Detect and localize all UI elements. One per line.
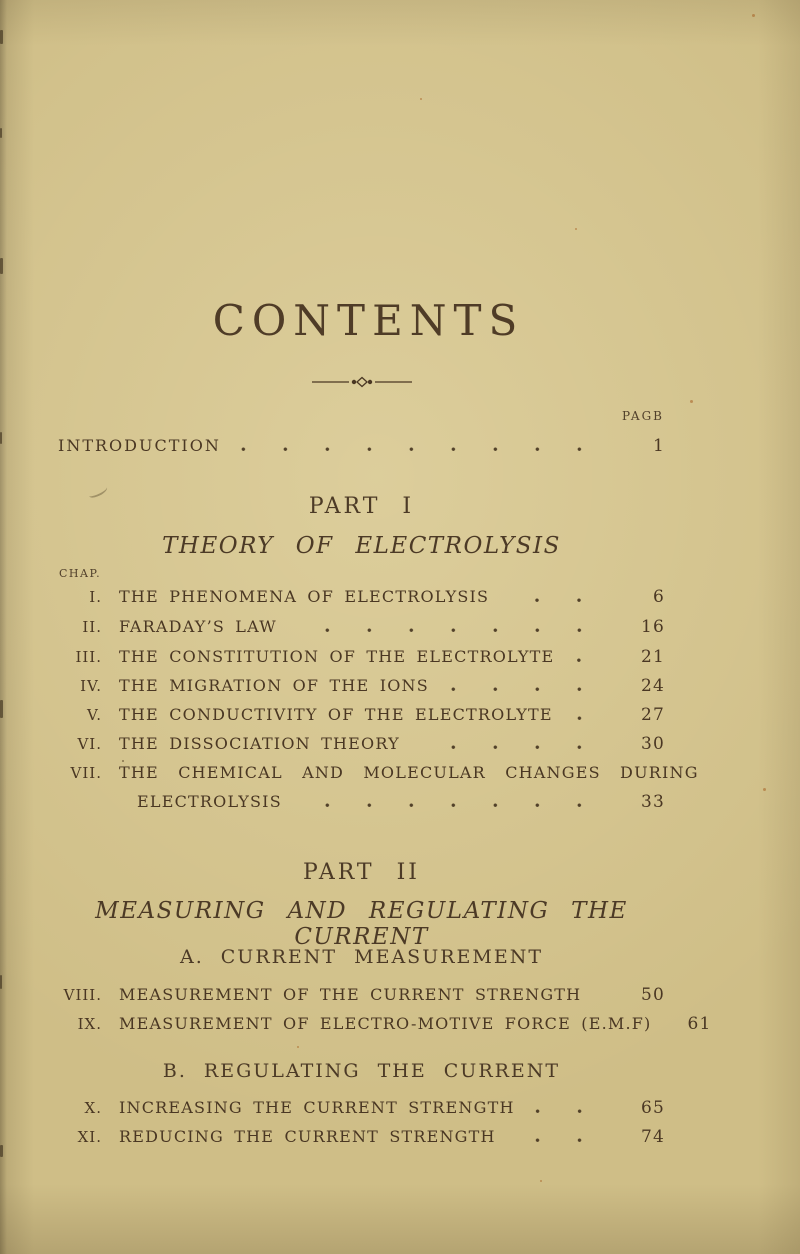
- edge-mark: [0, 1145, 3, 1157]
- toc-entry: [58, 1127, 665, 1147]
- entry-title: INCREASING THE CURRENT STRENGTH: [119, 1098, 515, 1117]
- entry-title: THE CONDUCTIVITY OF THE ELECTROLYTE: [119, 705, 553, 724]
- dot-leader: [529, 1109, 619, 1114]
- toc-entry: [58, 1098, 665, 1118]
- chapter-numeral: VI.: [77, 735, 102, 753]
- entry-title: THE CHEMICAL AND MOLECULAR CHANGES DURING: [119, 763, 699, 782]
- chapter-numeral: VIII.: [63, 986, 102, 1004]
- dot-leader: [235, 447, 619, 452]
- entry-title: THE PHENOMENA OF ELECTROLYSIS: [119, 587, 490, 606]
- toc-entry: [58, 617, 665, 637]
- dot-leader: [443, 687, 619, 692]
- page-number: 30: [640, 734, 665, 754]
- speck: [763, 788, 766, 791]
- part-1-heading: PART I: [308, 494, 415, 519]
- contents-page: [58, 0, 712, 1254]
- entry-title: MEASUREMENT OF ELECTRO-MOTIVE FORCE (E.M.F): [119, 1014, 652, 1033]
- toc-entry-introduction: [58, 436, 665, 456]
- chapter-numeral: I.: [89, 588, 102, 606]
- part-1-subtitle: THEORY OF ELECTROLYSIS: [162, 533, 561, 559]
- page-number: 65: [640, 1098, 665, 1118]
- speck: [752, 14, 755, 17]
- section-b-heading: B. REGULATING THE CURRENT: [162, 1060, 561, 1082]
- entry-title: THE CONSTITUTION OF THE ELECTROLYTE: [119, 647, 555, 666]
- entry-title: MEASUREMENT OF THE CURRENT STRENGTH: [119, 985, 582, 1004]
- dot-leader: [510, 1138, 619, 1143]
- chapter-numeral: IV.: [80, 677, 102, 695]
- page-number: 6: [652, 587, 665, 607]
- entry-title: REDUCING THE CURRENT STRENGTH: [119, 1127, 496, 1146]
- toc-entry-line2: [58, 792, 665, 812]
- page-number: 33: [640, 792, 665, 812]
- page-number: 27: [640, 705, 665, 725]
- page-column-header: PAGB: [621, 409, 664, 423]
- dot-leader: [414, 745, 619, 750]
- edge-mark: [0, 975, 2, 989]
- toc-entry-line1: [58, 763, 699, 782]
- part-2-subtitle: MEASURING AND REGULATING THE CURRENT: [95, 898, 628, 950]
- entry-title: FARADAY’S LAW: [119, 617, 277, 636]
- dot-leader: [291, 628, 619, 633]
- chapter-numeral: VII.: [70, 764, 102, 782]
- divider-ornament-icon: [312, 376, 412, 388]
- toc-entry: [58, 734, 665, 754]
- page-number: 61: [687, 1014, 712, 1034]
- divider-ornament: [58, 373, 665, 392]
- entry-title-continued: ELECTROLYSIS: [137, 792, 282, 811]
- page-number: 24: [640, 676, 665, 696]
- edge-mark: [0, 700, 3, 718]
- page-number: 1: [652, 436, 665, 456]
- speck: [690, 400, 693, 403]
- dot-leader: [503, 598, 619, 603]
- entry-title: THE MIGRATION OF THE IONS: [119, 676, 429, 695]
- edge-mark: [0, 30, 3, 44]
- chapter-numeral: IX.: [77, 1015, 102, 1033]
- dot-leader: [567, 716, 619, 721]
- part-2-heading: PART II: [303, 860, 420, 885]
- dot-leader: [595, 996, 619, 1001]
- page-number: 50: [640, 985, 665, 1005]
- entry-title: INTRODUCTION: [58, 436, 221, 455]
- entry-title: THE DISSOCIATION THEORY: [119, 734, 400, 753]
- section-a-heading: A. CURRENT MEASUREMENT: [179, 946, 544, 968]
- edge-mark: [0, 128, 2, 138]
- toc-entry: [58, 676, 665, 696]
- chapter-numeral: XI.: [77, 1128, 102, 1146]
- toc-entry: [58, 647, 665, 667]
- page-number: 21: [640, 647, 665, 667]
- chapter-numeral: II.: [82, 618, 102, 636]
- toc-entry: [58, 1014, 712, 1034]
- dot-leader: [296, 803, 619, 808]
- edge-mark: [0, 432, 2, 444]
- chapter-column-header: CHAP.: [59, 567, 102, 580]
- chapter-numeral: V.: [87, 706, 102, 724]
- toc-entry: [58, 985, 665, 1005]
- page-title: CONTENTS: [212, 296, 525, 345]
- chapter-numeral: III.: [75, 648, 102, 666]
- dot-leader: [568, 658, 619, 663]
- page-number: 74: [640, 1127, 665, 1147]
- toc-entry: [58, 705, 665, 725]
- page-number: 16: [640, 617, 665, 637]
- chapter-numeral: X.: [84, 1099, 102, 1117]
- edge-mark: [0, 258, 3, 274]
- toc-entry: [58, 587, 665, 607]
